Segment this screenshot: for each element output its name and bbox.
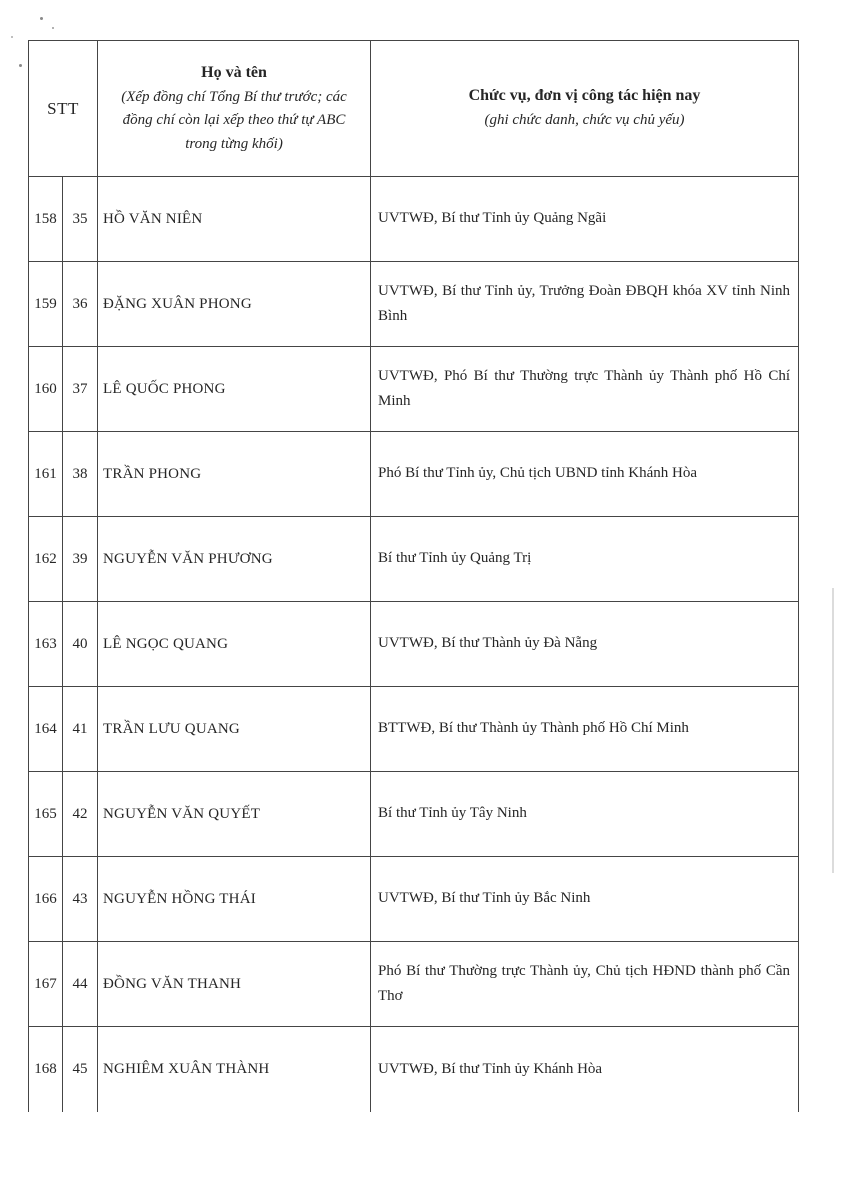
row-sub-stt: 43 (63, 857, 98, 942)
row-stt: 164 (29, 687, 63, 772)
table-header (29, 41, 799, 177)
row-position: UVTWĐ, Phó Bí thư Thường trực Thành ủy Thành phố Hồ Chí Minh (371, 347, 799, 432)
row-sub-stt: 45 (63, 1027, 98, 1112)
row-position: UVTWĐ, Bí thư Tỉnh ủy Quảng Ngãi (371, 177, 799, 262)
row-sub-stt: 38 (63, 432, 98, 517)
row-stt: 165 (29, 772, 63, 857)
table-row (29, 262, 799, 347)
row-stt: 163 (29, 602, 63, 687)
header-position-note: (ghi chức danh, chức vụ chủ yếu) (484, 112, 685, 129)
row-name: HỒ VĂN NIÊN (98, 177, 371, 262)
row-stt: 162 (29, 517, 63, 602)
row-position: BTTWĐ, Bí thư Thành ủy Thành phố Hồ Chí Minh (371, 687, 799, 772)
row-sub-stt: 37 (63, 347, 98, 432)
row-stt: 161 (29, 432, 63, 517)
row-position: Bí thư Tỉnh ủy Quảng Trị (371, 517, 799, 602)
row-position: Bí thư Tỉnh ủy Tây Ninh (371, 772, 799, 857)
scan-speck (19, 64, 22, 67)
scan-speck (40, 17, 43, 20)
scan-speck (11, 36, 13, 38)
row-name: NGHIÊM XUÂN THÀNH (98, 1027, 371, 1112)
row-stt: 159 (29, 262, 63, 347)
table-row (29, 857, 799, 942)
personnel-table (28, 40, 799, 1112)
table-row (29, 602, 799, 687)
row-sub-stt: 39 (63, 517, 98, 602)
header-row (29, 41, 799, 177)
personnel-table-container (28, 40, 799, 1112)
row-sub-stt: 35 (63, 177, 98, 262)
row-stt: 166 (29, 857, 63, 942)
row-name: TRẦN LƯU QUANG (98, 687, 371, 772)
row-position: UVTWĐ, Bí thư Tỉnh ủy Khánh Hòa (371, 1027, 799, 1112)
row-position: UVTWĐ, Bí thư Tỉnh ủy Bắc Ninh (371, 857, 799, 942)
table-row (29, 772, 799, 857)
row-stt: 158 (29, 177, 63, 262)
table-row (29, 347, 799, 432)
header-name-note: (Xếp đồng chí Tổng Bí thư trước; các đồng chí còn lại xếp theo thứ tự ABC trong từng khối) (121, 89, 347, 152)
header-name (98, 41, 371, 177)
header-stt: STT (29, 41, 98, 177)
table-row (29, 432, 799, 517)
row-position: Phó Bí thư Tỉnh ủy, Chủ tịch UBND tỉnh Khánh Hòa (371, 432, 799, 517)
scan-speck (52, 27, 54, 29)
row-name: NGUYỄN VĂN QUYẾT (98, 772, 371, 857)
header-position (371, 41, 799, 177)
table-row (29, 942, 799, 1027)
row-position: Phó Bí thư Thường trực Thành ủy, Chủ tịch HĐND thành phố Cần Thơ (371, 942, 799, 1027)
table-row (29, 517, 799, 602)
row-name: ĐẶNG XUÂN PHONG (98, 262, 371, 347)
row-name: NGUYỄN HỒNG THÁI (98, 857, 371, 942)
table-body (29, 177, 799, 1112)
row-stt: 168 (29, 1027, 63, 1112)
table-row (29, 687, 799, 772)
row-stt: 167 (29, 942, 63, 1027)
row-position: UVTWĐ, Bí thư Tỉnh ủy, Trưởng Đoàn ĐBQH khóa XV tỉnh Ninh Bình (371, 262, 799, 347)
row-name: LÊ NGỌC QUANG (98, 602, 371, 687)
table-row (29, 177, 799, 262)
row-sub-stt: 41 (63, 687, 98, 772)
row-sub-stt: 40 (63, 602, 98, 687)
row-position: UVTWĐ, Bí thư Thành ủy Đà Nẵng (371, 602, 799, 687)
row-stt: 160 (29, 347, 63, 432)
scan-streak (832, 588, 834, 873)
table-row (29, 1027, 799, 1112)
row-sub-stt: 42 (63, 772, 98, 857)
row-name: ĐỒNG VĂN THANH (98, 942, 371, 1027)
row-sub-stt: 44 (63, 942, 98, 1027)
row-sub-stt: 36 (63, 262, 98, 347)
row-name: NGUYỄN VĂN PHƯƠNG (98, 517, 371, 602)
row-name: TRẦN PHONG (98, 432, 371, 517)
header-position-title: Chức vụ, đơn vị công tác hiện nay (468, 87, 701, 105)
row-name: LÊ QUỐC PHONG (98, 347, 371, 432)
header-name-title: Họ và tên (201, 64, 267, 82)
